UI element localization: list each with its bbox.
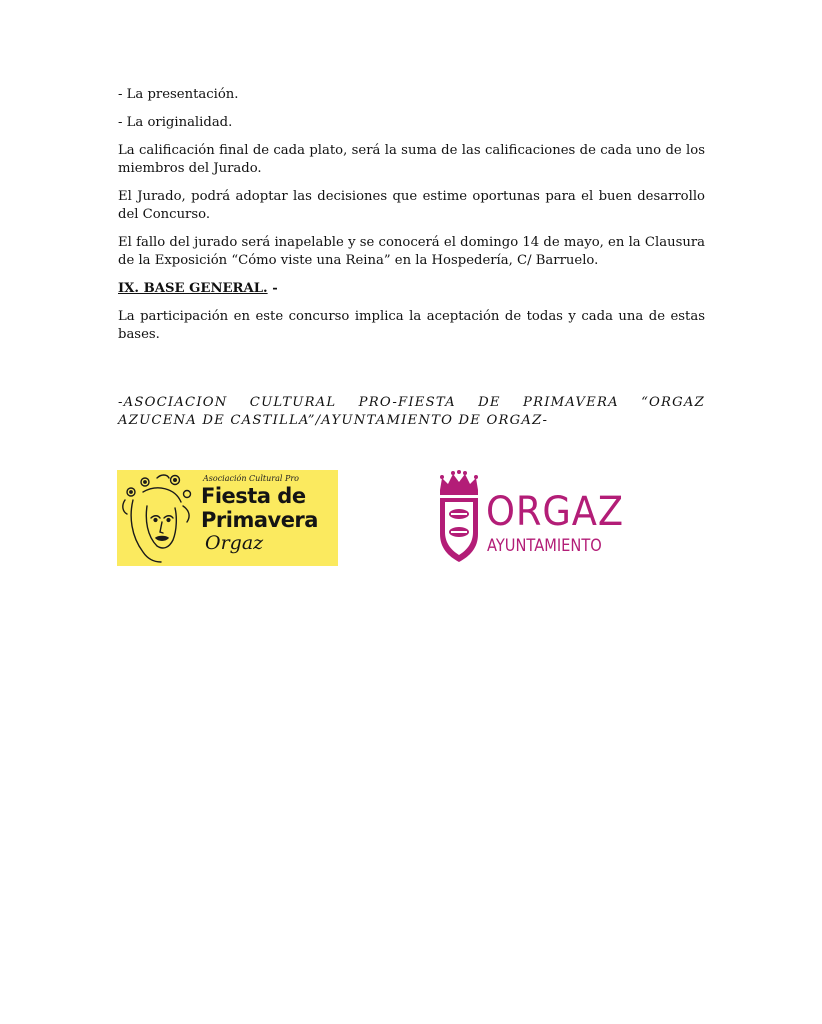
signature-block: [118, 394, 705, 430]
signature-line-2: AZUCENA DE CASTILLA”/AYUNTAMIENTO DE ORGAZ-: [118, 413, 549, 428]
fiesta-logo-title: [201, 484, 318, 532]
section-heading: [118, 280, 705, 298]
paragraph-jury-verdict: El fallo del jurado será inapelable y se conocerá el domingo 14 de mayo, en la Clausura de la Exposición “Cómo viste una Reina” en la Hospedería, C/ Barruelo.: [118, 235, 705, 268]
fiesta-logo-title-line-1: Fiesta de: [201, 484, 306, 508]
fiesta-logo-small-text: Asociación Cultural Pro: [203, 474, 299, 483]
fiesta-logo-script-text: Orgaz: [205, 532, 264, 554]
ayuntamiento-logo-subtitle: AYUNTAMIENTO: [487, 536, 602, 556]
paragraph-jury-decisions: El Jurado, podrá adoptar las decisiones que estime oportunas para el buen desarrollo del Concurso.: [118, 189, 705, 222]
paragraph-originality: - La originalidad.: [118, 115, 233, 130]
woman-face-icon: [117, 470, 201, 566]
paragraph-final-score: La calificación final de cada plato, será la suma de las calificaciones de cada uno de los miembros del Jurado.: [118, 143, 705, 176]
fiesta-primavera-logo: [117, 470, 338, 566]
paragraph-acceptance: La participación en este concurso implica la aceptación de todas y cada una de estas bases.: [118, 309, 705, 342]
section-heading-title: IX. BASE GENERAL.: [118, 281, 268, 296]
ayuntamiento-orgaz-logo: [436, 470, 651, 566]
section-heading-suffix: -: [267, 281, 278, 296]
paragraph-presentation: - La presentación.: [118, 87, 239, 102]
fiesta-logo-title-line-2: Primavera: [201, 508, 318, 532]
document-body: [118, 86, 705, 354]
ayuntamiento-logo-name: ORGAZ: [486, 489, 625, 535]
crown-shield-icon: [436, 470, 482, 566]
signature-line-1: -ASOCIACION CULTURAL PRO-FIESTA DE PRIMAVERA “ORGAZ: [118, 395, 705, 410]
